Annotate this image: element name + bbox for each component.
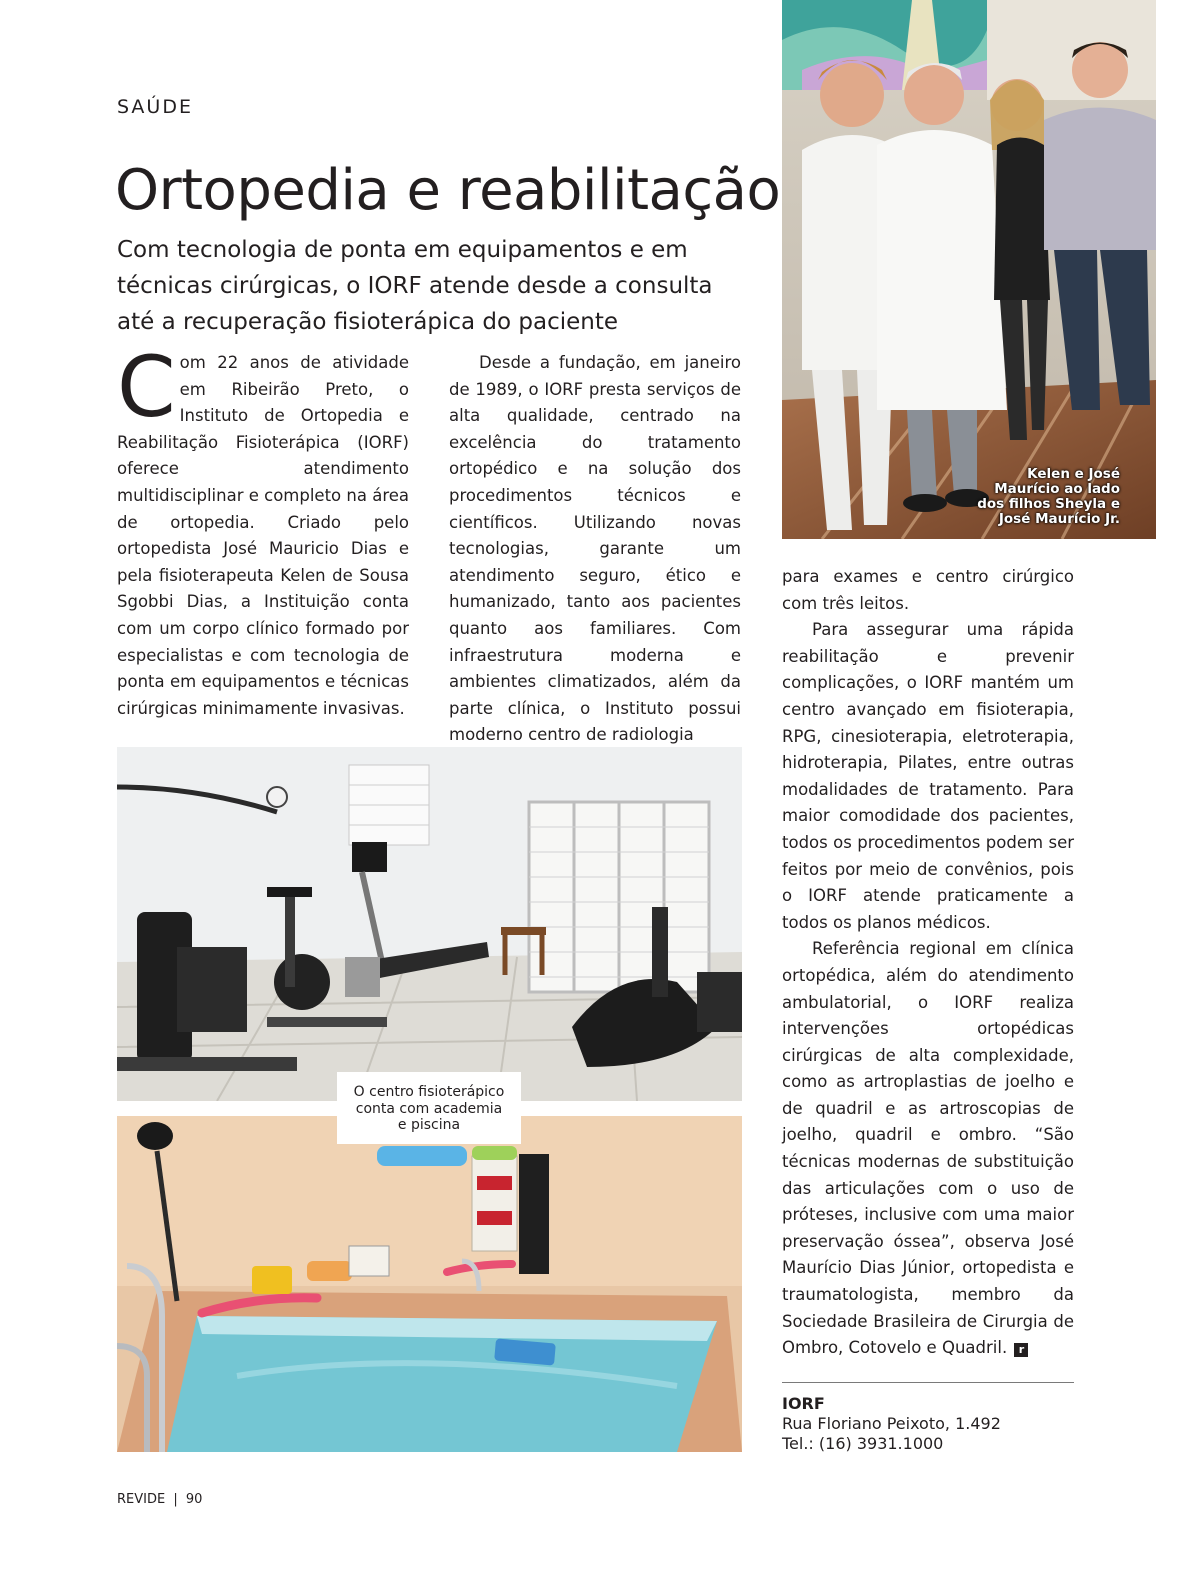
page-number: 90 bbox=[185, 1492, 203, 1507]
end-mark-icon: r bbox=[1014, 1343, 1028, 1357]
gym-photo-illustration bbox=[117, 747, 742, 1101]
contact-name: IORF bbox=[782, 1394, 825, 1413]
article-column-1 bbox=[117, 338, 409, 722]
center-caption-line: e piscina bbox=[397, 1117, 461, 1133]
footer-separator: | bbox=[173, 1492, 178, 1507]
team-photo bbox=[782, 0, 1156, 539]
magazine-name: REVIDE bbox=[117, 1492, 166, 1507]
column-3-paragraph-2: Para assegurar uma rápida reabilitação e prevenir complicações, o IORF mantém um centro avançado em fisioterapia, RPG, cinesioterapia, eletroterapia, hidroterapia, Pilates, entre outras modalidades de tratamento. Para maior comodidade dos pacientes, todos os procedimentos podem ser feitos por meio de convênios, pois o IORF atende praticamente a todos os planos médicos. bbox=[782, 620, 1074, 932]
column-2-text: Desde a fundação, em janeiro de 1989, o IORF presta serviços de alta qualidade, centrado na excelência do tratamento ortopédico e na solução dos procedimentos técnicos e científicos. Utilizando novas tecnologias, garante um atendimento seguro, ético e humanizado, tanto aos pacientes quanto aos familiares. Com infraestrutura moderna e ambientes climatizados, além da parte clínica, o Instituto possui moderno centro de radiologia bbox=[449, 353, 741, 745]
center-photo-caption bbox=[337, 1072, 521, 1144]
section-label: SAÚDE bbox=[117, 96, 193, 118]
team-caption-line: Maurício ao lado bbox=[994, 481, 1120, 497]
contact-address: Rua Floriano Peixoto, 1.492 bbox=[782, 1414, 1001, 1433]
column-1-text: om 22 anos de atividade em Ribeirão Preto, o Instituto de Ortopedia e Reabilitação Fisioterápica (IORF) oferece atendimento multidisciplinar e completo na área de ortopedia. Criado pelo ortopedista José Mauricio Dias e pela fisioterapeuta Kelen de Sousa Sgobbi Dias, a Instituição conta com um corpo clínico formado por especialistas e com tecnologia de ponta em equipamentos e técnicas cirúrgicas minimamente invasivas. bbox=[117, 353, 409, 718]
page-footer bbox=[117, 1492, 202, 1507]
team-caption-line: dos filhos Sheyla e bbox=[977, 496, 1120, 512]
contact-phone: Tel.: (16) 3931.1000 bbox=[782, 1434, 944, 1453]
center-caption-line: O centro fisioterápico bbox=[353, 1084, 505, 1100]
contact-divider bbox=[782, 1382, 1074, 1383]
article-column-2 bbox=[449, 350, 741, 749]
article-column-3 bbox=[782, 564, 1074, 1362]
column-3-paragraph-3: Referência regional em clínica ortopédica, além do atendimento ambulatorial, o IORF realiza intervenções ortopédicas cirúrgicas de alta complexidade, como as artroplastias de joelho e de quadril e as artroscopias de joelho, quadril e ombro. “São técnicas modernas de substituição das articulações com o uso de próteses, inclusive com uma maior preservação óssea”, observa José Maurício Dias Júnior, ortopedista e traumatologista, membro da Sociedade Brasileira de Cirurgia de Ombro, Cotovelo e Quadril. bbox=[782, 939, 1074, 1358]
team-caption-line: Kelen e José bbox=[1027, 466, 1120, 482]
team-photo-caption bbox=[977, 467, 1120, 527]
article-title: Ortopedia e reabilitação bbox=[115, 158, 781, 223]
column-3-paragraph-1: para exames e centro cirúrgico com três leitos. bbox=[782, 567, 1074, 613]
center-caption-line: conta com academia bbox=[355, 1100, 503, 1117]
pool-photo-illustration bbox=[117, 1116, 742, 1452]
gym-photo bbox=[117, 747, 742, 1101]
pool-photo bbox=[117, 1116, 742, 1452]
contact-info bbox=[782, 1394, 1001, 1454]
team-photo-illustration bbox=[782, 0, 1156, 539]
drop-cap: C bbox=[117, 338, 176, 436]
article-subtitle: Com tecnologia de ponta em equipamentos e em técnicas cirúrgicas, o IORF atende desde a consulta até a recuperação fisioterápica do paciente bbox=[117, 237, 713, 335]
team-caption-line: José Maurício Jr. bbox=[998, 511, 1120, 527]
